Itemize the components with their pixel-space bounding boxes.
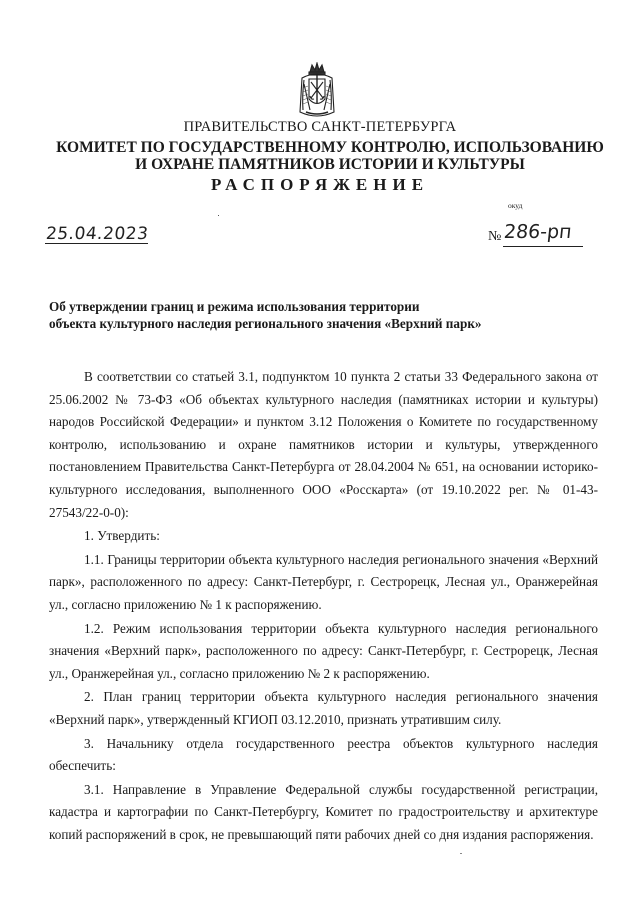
committee-name-line-1: КОМИТЕТ ПО ГОСУДАРСТВЕННОМУ КОНТРОЛЮ, ИСПОЛЬЗОВАНИЮ: [56, 139, 604, 156]
body-paragraph-1: 1. Утвердить:: [84, 528, 160, 544]
document-type: РАСПОРЯЖЕНИЕ: [210, 175, 430, 194]
stray-dot: [218, 215, 219, 216]
body-paragraph-preamble: В соответствии со статьей 3.1, подпунктом 10 пункта 2 статьи 33 Федерального закона от 25.06.2002 № 73-ФЗ «Об объектах культурного наследия (памятниках истории и культуры) народов Российской Федерации» и пунктом 3.12 Положения о Комитете по государственному контролю, использованию и охране памятников истории и культуры, утвержденного постановлением Правительства Санкт-Петербурга от 28.04.2004 № 651, на основании историко-культурного исследования, выполненного ООО «Росскарта» (от 19.10.2022 рег. № 01-43-27543/22-0-0):: [49, 369, 598, 520]
coat-of-arms-icon: [296, 62, 338, 120]
body-paragraph-2: 2. План границ территории объекта культурного наследия регионального значения «Верхний парк», утвержденный КГИОП 03.12.2010, признать утратившим силу.: [49, 689, 598, 727]
document-date: 25.04.2023: [44, 224, 150, 244]
date-underline: [45, 243, 148, 244]
document-number: 286-рп: [502, 221, 573, 243]
body-paragraph-3-1: 3.1. Направление в Управление Федеральной службы государственной регистрации, кадастра и картографии по Санкт-Петербургу, Комитет по градостроительству и архитектуре копий распоряжений в срок, не превышающий пяти рабочих дней со дня издания распоряжения.: [49, 781, 598, 842]
body-paragraph-1-1: 1.1. Границы территории объекта культурного наследия регионального значения «Верхний парк», расположенного по адресу: Санкт-Петербург, г. Сестрорецк, Лесная ул., Оранжерейная ул., согласно приложению № 1 к распоряжению.: [49, 551, 598, 612]
body-paragraph-1-2: 1.2. Режим использования территории объекта культурного наследия регионального значения «Верхний парк», расположенного по адресу: Санкт-Петербург, г. Сестрорецк, Лесная ул., Оранжерейная ул., согласно приложению № 2 к распоряжению.: [49, 620, 598, 681]
subject-line-1: Об утверждении границ и режима использования территории: [49, 299, 420, 314]
scan-mark: [460, 853, 462, 854]
committee-name-line-2: И ОХРАНЕ ПАМЯТНИКОВ ИСТОРИИ И КУЛЬТУРЫ: [135, 156, 525, 173]
government-name: ПРАВИТЕЛЬСТВО САНКТ-ПЕТЕРБУРГА: [183, 119, 457, 135]
subject-line-2: объекта культурного наследия регионального значения «Верхний парк»: [49, 316, 482, 331]
number-underline: [503, 246, 583, 247]
committee-name: [40, 139, 620, 173]
number-label: №: [488, 229, 502, 244]
okud-label: окуд: [508, 201, 523, 210]
document-subject: [49, 298, 589, 332]
document-body: [49, 366, 598, 846]
body-paragraph-3: 3. Начальнику отдела государственного реестра объектов культурного наследия обеспечить:: [49, 735, 598, 774]
